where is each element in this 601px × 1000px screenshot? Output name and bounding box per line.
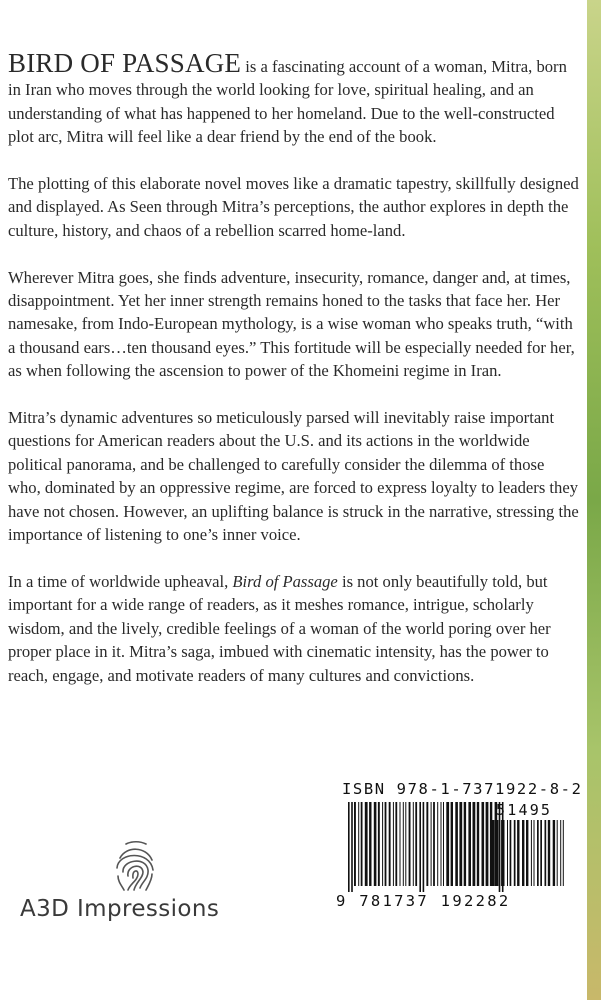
book-title: BIRD OF PASSAGE [8,48,242,78]
barcode-bar [473,802,476,886]
blurb-paragraph-1 [8,48,580,149]
price-addon-bar [507,820,508,886]
blurb-paragraph-5 [8,570,580,687]
blurb-paragraph-5-end: is not only beautifully told, but important for a wide range of readers, as it meshes romance, intrigue, scholarly wisdom, and the lively, credible feelings of a woman of the world poring over her proper place in it. Mitra’s saga, imbued with cinematic intensity, has the power to reach, engage, and motivate readers of many cultures and convictions. [8,571,551,685]
barcode-bar [400,802,401,886]
price-addon-bar [501,820,502,886]
isbn-barcode [336,780,583,910]
barcode-bar [393,802,394,886]
price-addon-bar [492,820,494,886]
barcode-bar [437,802,438,886]
price-addon-bar [557,820,558,886]
blurb-paragraph-4: Mitra’s dynamic adventures so meticulously parsed will inevitably raise important questions for American readers about the U.S. and its actions in the worldwide political panorama, and be challenged to carefully consider the dilemma of those who, dominated by an oppressive regime, are forced to express loyalty to leaders they have not chosen. However, an uplifting balance is struck in the narrative, stressing the importance of listening to one’s inner voice. [8,408,579,545]
barcode-bar [354,802,356,886]
barcode-bar [431,802,432,886]
barcode-bar [358,802,359,886]
barcode-bar [464,802,466,886]
price-addon-bar [534,820,535,886]
barcode-bar [446,802,449,886]
barcode-guard-bar [423,802,425,892]
barcode-guard-bar [351,802,353,892]
price-addon-bar [510,820,512,886]
barcode-guard-bar [419,802,421,892]
price-addon-bar [540,820,542,886]
price-addon-bar [553,820,555,886]
price-addon-bar [563,820,564,886]
barcode-bar [441,802,442,886]
price-addon-bar [548,820,550,886]
barcode-bar [409,802,411,886]
price-code: 51495 [496,801,553,819]
price-addon-bar [514,820,516,886]
barcode-bar [443,802,444,886]
ean-digits: 9 781737 192282 [336,892,511,910]
barcode-guard-bar [348,802,350,892]
barcode-bar [433,802,435,886]
barcode-bar [395,802,397,886]
barcode-bar [477,802,479,886]
blurb-paragraph-2: The plotting of this elaborate novel moves like a dramatic tapestry, skillfully designed and displayed. As Seen through Mitra’s perceptions, the author explores in depth the culture, history, and chaos of a rebellion scarred home-land. [8,174,579,240]
barcode-bar [374,802,377,886]
price-addon-bar [545,820,547,886]
price-addon-bar [560,820,561,886]
barcode-bar [426,802,428,886]
price-addon-bar [504,820,505,886]
barcode-bar [459,802,462,886]
barcode-bar [361,802,363,886]
price-addon-bar [531,820,532,886]
barcode-bar [403,802,404,886]
price-addon-bar [526,820,528,886]
barcode-bar [451,802,453,886]
barcode-bar [389,802,391,886]
price-addon-bar [537,820,539,886]
publisher-name: A3D Impressions [20,896,220,922]
barcode-bar [482,802,485,886]
barcode-bar [415,802,417,886]
barcode-bar [405,802,406,886]
barcode-bar [486,802,489,886]
blurb-paragraph-1-text: is a fascinating account of a woman, Mitra, born in Iran who moves through the world looking for love, spiritual healing, and an understanding of what has happened to her homeland. Due to the well-constructed plot arc, Mitra will feel like a dear friend by the end of the book. [8,57,567,147]
barcode-bar [468,802,471,886]
barcode-bar [365,802,368,886]
barcode-bar [378,802,380,886]
barcode-bar [385,802,387,886]
spine-edge [587,0,601,1000]
barcode-bar [455,802,458,886]
barcode-bar [369,802,371,886]
publisher-logo [18,838,258,928]
price-addon-bar [496,820,498,886]
isbn-label: ISBN 978-1-7371922-8-2 [342,780,583,798]
price-addon-bar [517,820,519,886]
fingerprint-icon [106,838,164,896]
barcode-bar [382,802,383,886]
blurb-paragraph-5-start: In a time of worldwide upheaval, [8,571,233,591]
price-addon-bar [522,820,524,886]
back-cover-blurb [8,48,580,710]
barcode-bar [413,802,414,886]
book-title-italic: Bird of Passage [232,571,338,591]
barcode-bar [490,802,492,886]
blurb-paragraph-3: Wherever Mitra goes, she finds adventure, insecurity, romance, danger and, at times, disappointment. Yet her inner strength remains honed to the tasks that face her. Her namesake, from Indo-European mythology, is a wise woman who speaks truth, “with a thousand ears…ten thousand eyes.” This fortitude will be especially needed for her, as when following the ascension to power of the Khomeini regime in Iran. [8,267,575,381]
